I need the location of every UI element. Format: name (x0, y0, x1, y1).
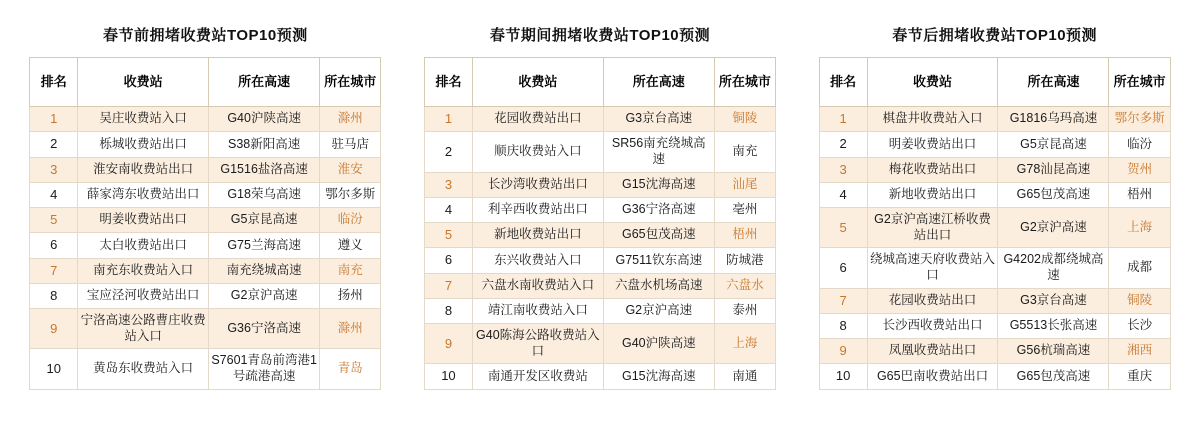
cell-highway: G2京沪高速 (998, 208, 1109, 248)
cell-rank: 1 (30, 107, 78, 132)
cell-city: 贺州 (1109, 157, 1170, 182)
cell-rank: 9 (425, 324, 473, 364)
table-body (425, 107, 776, 390)
cell-highway: G40沪陕高速 (209, 107, 320, 132)
table-row (425, 248, 776, 273)
table-header (819, 58, 1170, 107)
table-row (30, 208, 381, 233)
cell-city: 铜陵 (1109, 288, 1170, 313)
cell-highway: G36宁洛高速 (603, 197, 714, 222)
cell-station: 顺庆收费站入口 (472, 132, 603, 172)
cell-city: 六盘水 (714, 273, 775, 298)
column-header-city: 所在城市 (1109, 58, 1170, 107)
cell-city: 南充 (714, 132, 775, 172)
cell-rank: 4 (30, 182, 78, 207)
cell-highway: G5513长张高速 (998, 313, 1109, 338)
table-row (30, 258, 381, 283)
cell-station: 凤凰收费站出口 (867, 339, 998, 364)
cell-station: G65巴南收费站出口 (867, 364, 998, 389)
cell-rank: 5 (425, 223, 473, 248)
cell-city: 铜陵 (714, 107, 775, 132)
cell-highway: G7511钦东高速 (603, 248, 714, 273)
cell-station: 太白收费站出口 (78, 233, 209, 258)
cell-station: 长沙西收费站出口 (867, 313, 998, 338)
panel-before-spring-festival (8, 18, 403, 441)
panel-after-spring-festival (797, 18, 1192, 441)
cell-station: 花园收费站出口 (472, 107, 603, 132)
cell-rank: 8 (425, 298, 473, 323)
cell-city: 鄂尔多斯 (320, 182, 381, 207)
cell-rank: 5 (819, 208, 867, 248)
table-body (819, 107, 1170, 390)
cell-city: 梧州 (714, 223, 775, 248)
cell-highway: 六盘水机场高速 (603, 273, 714, 298)
table-row (425, 298, 776, 323)
table-row (425, 197, 776, 222)
cell-city: 临汾 (1109, 132, 1170, 157)
cell-city: 驻马店 (320, 132, 381, 157)
cell-highway: G15沈海高速 (603, 364, 714, 389)
cell-rank: 1 (425, 107, 473, 132)
cell-station: 新地收费站出口 (472, 223, 603, 248)
rank-table (424, 57, 776, 390)
table-header (425, 58, 776, 107)
table-row (819, 132, 1170, 157)
cell-rank: 10 (819, 364, 867, 389)
table-row (30, 107, 381, 132)
cell-city: 汕尾 (714, 172, 775, 197)
table-row (30, 233, 381, 258)
cell-rank: 5 (30, 208, 78, 233)
column-header-highway: 所在高速 (209, 58, 320, 107)
cell-station: 靖江南收费站入口 (472, 298, 603, 323)
cell-station: 明姜收费站出口 (78, 208, 209, 233)
cell-rank: 4 (819, 182, 867, 207)
cell-station: 宝应泾河收费站出口 (78, 283, 209, 308)
cell-rank: 7 (819, 288, 867, 313)
table-row (819, 288, 1170, 313)
cell-city: 青岛 (320, 349, 381, 389)
cell-station: 薛家湾东收费站出口 (78, 182, 209, 207)
cell-station: 绕城高速天府收费站入口 (867, 248, 998, 288)
cell-station: 利辛西收费站出口 (472, 197, 603, 222)
cell-city: 扬州 (320, 283, 381, 308)
table-row (425, 132, 776, 172)
cell-station: 新地收费站出口 (867, 182, 998, 207)
cell-city: 滁州 (320, 309, 381, 349)
cell-station: 梅花收费站出口 (867, 157, 998, 182)
cell-station: G40陈海公路收费站入口 (472, 324, 603, 364)
cell-highway: G36宁洛高速 (209, 309, 320, 349)
cell-rank: 9 (819, 339, 867, 364)
cell-city: 上海 (1109, 208, 1170, 248)
table-row (819, 248, 1170, 288)
table-row (819, 208, 1170, 248)
cell-station: 东兴收费站入口 (472, 248, 603, 273)
cell-city: 遵义 (320, 233, 381, 258)
table-row (425, 172, 776, 197)
cell-city: 泰州 (714, 298, 775, 323)
table-row (819, 107, 1170, 132)
table-row (819, 182, 1170, 207)
table-row (819, 157, 1170, 182)
table-row (30, 157, 381, 182)
cell-highway: G56杭瑞高速 (998, 339, 1109, 364)
cell-rank: 1 (819, 107, 867, 132)
column-header-highway: 所在高速 (998, 58, 1109, 107)
cell-city: 亳州 (714, 197, 775, 222)
cell-highway: SR56南充绕城高速 (603, 132, 714, 172)
cell-station: 花园收费站出口 (867, 288, 998, 313)
table-row (425, 364, 776, 389)
column-header-station: 收费站 (78, 58, 209, 107)
cell-city: 湘西 (1109, 339, 1170, 364)
table-row (425, 324, 776, 364)
cell-highway: G65包茂高速 (998, 364, 1109, 389)
table-row (425, 223, 776, 248)
column-header-rank: 排名 (819, 58, 867, 107)
table-row (425, 273, 776, 298)
cell-highway: G5京昆高速 (209, 208, 320, 233)
cell-rank: 8 (30, 283, 78, 308)
table-header-row (819, 58, 1170, 107)
cell-station: 南充东收费站入口 (78, 258, 209, 283)
cell-station: 棋盘井收费站入口 (867, 107, 998, 132)
table-row (819, 364, 1170, 389)
cell-rank: 6 (819, 248, 867, 288)
cell-station: 黄岛东收费站入口 (78, 349, 209, 389)
cell-station: 淮安南收费站出口 (78, 157, 209, 182)
cell-highway: G2京沪高速 (603, 298, 714, 323)
table-row (30, 182, 381, 207)
cell-city: 南充 (320, 258, 381, 283)
panel-title: 春节后拥堵收费站TOP10预测 (892, 27, 1098, 44)
table-row (30, 309, 381, 349)
cell-rank: 2 (30, 132, 78, 157)
cell-rank: 3 (30, 157, 78, 182)
cell-highway: G75兰海高速 (209, 233, 320, 258)
cell-station: 六盘水南收费站入口 (472, 273, 603, 298)
cell-station: 明姜收费站出口 (867, 132, 998, 157)
cell-rank: 2 (819, 132, 867, 157)
table-header (30, 58, 381, 107)
cell-highway: G4202成都绕城高速 (998, 248, 1109, 288)
panel-title: 春节前拥堵收费站TOP10预测 (102, 27, 308, 44)
table-row (30, 349, 381, 389)
cell-city: 重庆 (1109, 364, 1170, 389)
table-row (30, 132, 381, 157)
cell-highway: G3京台高速 (603, 107, 714, 132)
cell-station: 吴庄收费站入口 (78, 107, 209, 132)
cell-city: 南通 (714, 364, 775, 389)
cell-rank: 9 (30, 309, 78, 349)
cell-highway: G78汕昆高速 (998, 157, 1109, 182)
cell-highway: G65包茂高速 (998, 182, 1109, 207)
table-row (30, 283, 381, 308)
cell-city: 淮安 (320, 157, 381, 182)
column-header-rank: 排名 (425, 58, 473, 107)
cell-station: 宁洛高速公路曹庄收费站入口 (78, 309, 209, 349)
cell-station: 栎城收费站出口 (78, 132, 209, 157)
cell-highway: G3京台高速 (998, 288, 1109, 313)
cell-station: G2京沪高速江桥收费站出口 (867, 208, 998, 248)
cell-station: 南通开发区收费站 (472, 364, 603, 389)
cell-city: 滁州 (320, 107, 381, 132)
cell-rank: 4 (425, 197, 473, 222)
table-header-row (425, 58, 776, 107)
cell-city: 长沙 (1109, 313, 1170, 338)
cell-rank: 3 (819, 157, 867, 182)
column-header-station: 收费站 (867, 58, 998, 107)
cell-station: 长沙湾收费站出口 (472, 172, 603, 197)
panel-title: 春节期间拥堵收费站TOP10预测 (489, 27, 711, 44)
column-header-highway: 所在高速 (603, 58, 714, 107)
cell-highway: G15沈海高速 (603, 172, 714, 197)
column-header-rank: 排名 (30, 58, 78, 107)
cell-highway: G18荣乌高速 (209, 182, 320, 207)
cell-highway: G5京昆高速 (998, 132, 1109, 157)
column-header-city: 所在城市 (714, 58, 775, 107)
cell-highway: G40沪陕高速 (603, 324, 714, 364)
table-row (819, 313, 1170, 338)
cell-rank: 7 (30, 258, 78, 283)
table-row (819, 339, 1170, 364)
cell-rank: 2 (425, 132, 473, 172)
cell-city: 上海 (714, 324, 775, 364)
cell-city: 临汾 (320, 208, 381, 233)
table-body (30, 107, 381, 390)
panel-during-spring-festival (403, 18, 798, 441)
cell-rank: 7 (425, 273, 473, 298)
table-header-row (30, 58, 381, 107)
cell-city: 防城港 (714, 248, 775, 273)
cell-highway: G2京沪高速 (209, 283, 320, 308)
rank-table (29, 57, 381, 390)
cell-rank: 3 (425, 172, 473, 197)
cell-highway: G65包茂高速 (603, 223, 714, 248)
cell-rank: 10 (425, 364, 473, 389)
cell-city: 成都 (1109, 248, 1170, 288)
cell-highway: S38新阳高速 (209, 132, 320, 157)
cell-highway: G1516盐洛高速 (209, 157, 320, 182)
cell-rank: 6 (425, 248, 473, 273)
cell-highway: 南充绕城高速 (209, 258, 320, 283)
cell-rank: 6 (30, 233, 78, 258)
cell-rank: 10 (30, 349, 78, 389)
column-header-city: 所在城市 (320, 58, 381, 107)
column-header-station: 收费站 (472, 58, 603, 107)
rank-table (819, 57, 1171, 390)
cell-city: 梧州 (1109, 182, 1170, 207)
cell-highway: S7601青岛前湾港1号疏港高速 (209, 349, 320, 389)
table-row (425, 107, 776, 132)
cell-rank: 8 (819, 313, 867, 338)
cell-highway: G1816乌玛高速 (998, 107, 1109, 132)
cell-city: 鄂尔多斯 (1109, 107, 1170, 132)
